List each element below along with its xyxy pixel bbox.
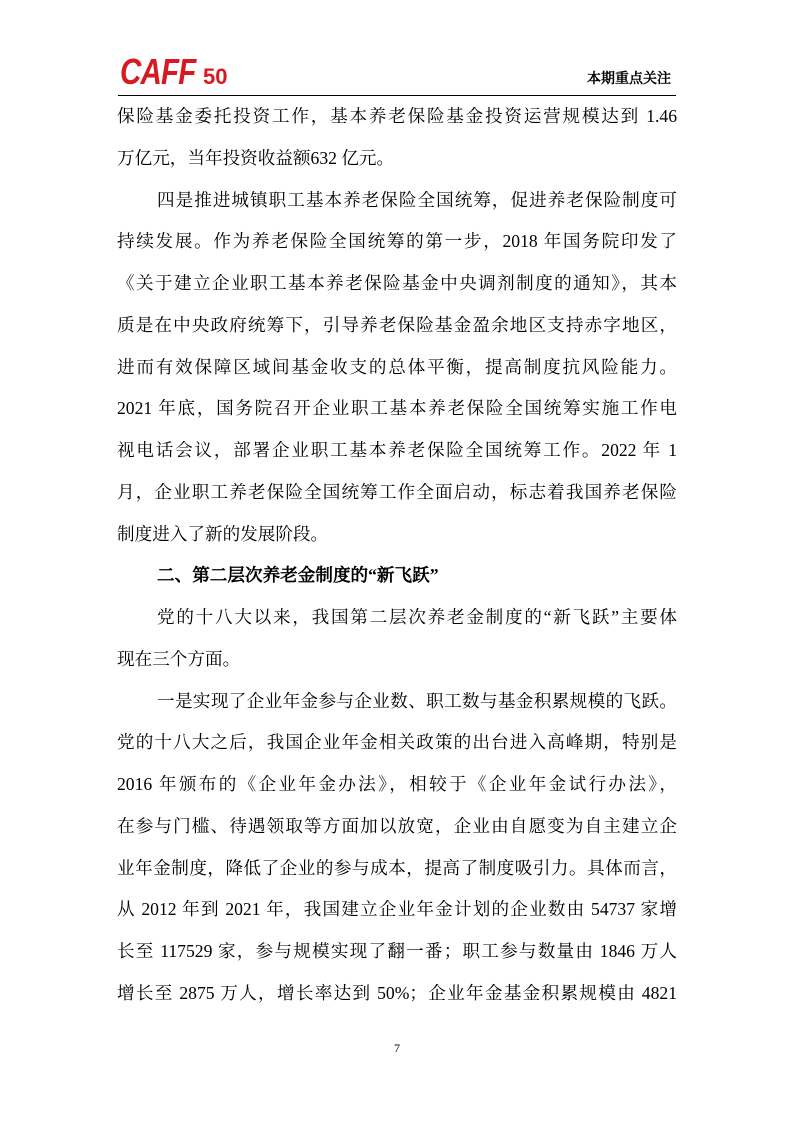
text-line: 业年金制度，降低了企业的参与成本，提高了制度吸引力。具体而言， [117,857,677,878]
text-line: 《关于建立企业职工基本养老保险基金中央调剂制度的通知》，其本 [117,273,677,293]
caff-logo-number: 50 [203,64,228,89]
section-heading: 二、第二层次养老金制度的“新飞跃” [157,565,439,586]
text-line: 长至 117529 家，参与规模实现了翻一番；职工参与数量由 1846 万人 [117,941,677,961]
section-label: 本期重点关注 [587,72,671,87]
paragraph [117,681,677,1015]
text-line: 月，企业职工养老保险全国统筹工作全面启动，标志着我国养老保险 [117,481,677,502]
text-line: 进而有效保障区域间基金收支的总体平衡，提高制度抗风险能力。 [117,356,677,377]
text-line: 从 2012 年到 2021 年，我国建立企业年金计划的企业数由 54737 家增 [117,899,677,920]
text-line: 视电话会议，部署企业职工基本养老保险全国统筹工作。2022 年 1 [117,440,677,460]
text-line: 党的十八大以来，我国第二层次养老金制度的“新飞跃”主要体 [157,607,677,627]
text-line: 质是在中央政府统筹下，引导养老保险基金盈余地区支持赤字地区， [117,314,677,335]
text-line: 保险基金委托投资工作，基本养老保险基金投资运营规模达到 1.46 [117,106,677,126]
text-line: 制度进入了新的发展阶段。 [117,523,329,544]
paragraph [117,180,677,556]
text-line: 万亿元，当年投资收益额632 亿元。 [117,147,395,168]
text-line: 在参与门槛、待遇领取等方面加以放宽，企业由自愿变为自主建立企 [117,815,677,836]
text-line: 党的十八大之后，我国企业年金相关政策的出台进入高峰期，特别是 [117,732,677,753]
text-line: 四是推进城镇职工基本养老保险全国统筹，促进养老保险制度可 [157,189,677,210]
text-line: 增长至 2875 万人，增长率达到 50%；企业年金基金积累规模由 4821 [117,982,677,1003]
page-number: 7 [394,1041,400,1055]
text-line: 一是实现了企业年金参与企业数、职工数与基金积累规模的飞跃。 [157,690,677,711]
text-line: 2016 年颁布的《企业年金办法》，相较于《企业年金试行办法》， [117,774,677,794]
text-line: 2021 年底，国务院召开企业职工基本养老保险全国统筹实施工作电 [117,398,677,419]
paragraph [117,597,677,681]
text-line: 现在三个方面。 [117,648,241,669]
article-body [117,96,677,1015]
paragraph [117,96,677,180]
caff-logo: CAFF [120,51,196,92]
text-line: 持续发展。作为养老保险全国统筹的第一步，2018 年国务院印发了 [117,231,677,252]
